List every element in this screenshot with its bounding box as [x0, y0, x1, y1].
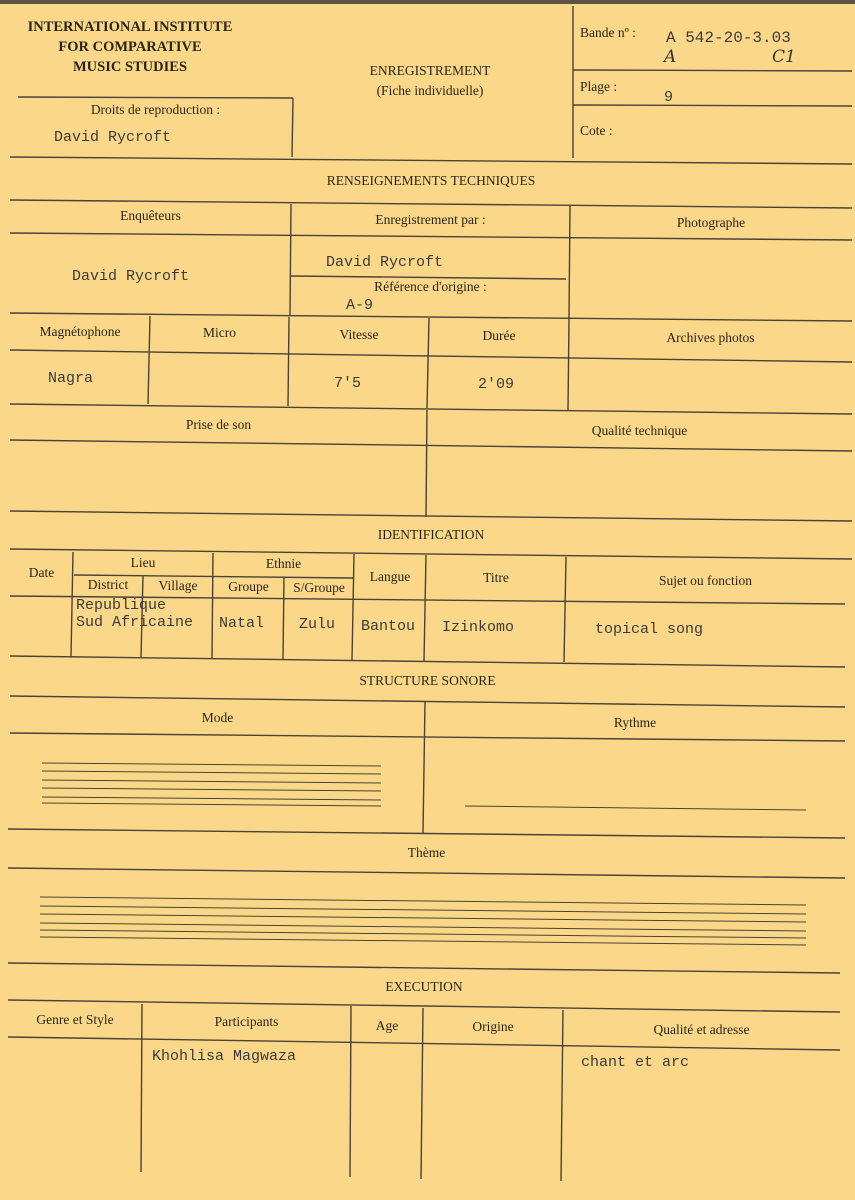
reference-label: Référence d'origine :: [374, 279, 487, 294]
qualite-technique-label: Qualité technique: [591, 423, 688, 438]
institute-name-line1: INTERNATIONAL INSTITUTE: [27, 19, 233, 35]
sujet-value: topical song: [595, 621, 704, 638]
technical-section-title: RENSEIGNEMENTS TECHNIQUES: [326, 173, 536, 188]
duree-value: 2'09: [478, 376, 515, 393]
enqueteurs-label: Enquêteurs: [120, 208, 181, 223]
district-label: District: [87, 577, 129, 592]
groupe-value: Natal: [219, 615, 265, 632]
lieu-label: Lieu: [130, 555, 156, 570]
bande-value: A 542-20-3.03: [666, 29, 791, 47]
langue-label: Langue: [369, 569, 411, 584]
enqueteurs-value: David Rycroft: [72, 268, 190, 285]
village-label: Village: [158, 578, 198, 593]
age-label: Age: [375, 1018, 399, 1033]
duree-label: Durée: [482, 328, 516, 343]
magnetophone-value: Nagra: [48, 370, 94, 387]
structure-section-title: STRUCTURE SONORE: [359, 673, 496, 688]
photographe-label: Photographe: [676, 215, 746, 230]
qualite-adresse-label: Qualité et adresse: [653, 1022, 750, 1037]
prise-de-son-label: Prise de son: [185, 417, 252, 432]
bande-label: Bande nº :: [580, 25, 636, 40]
execution-section-title: EXECUTION: [385, 979, 463, 994]
cote-label: Cote :: [580, 123, 613, 138]
identification-section-title: IDENTIFICATION: [377, 527, 485, 542]
theme-label: Thème: [407, 845, 446, 860]
form-subtitle: (Fiche individuelle): [376, 83, 484, 98]
institute-name-line2: FOR COMPARATIVE: [58, 39, 202, 55]
rights-value: David Rycroft: [54, 129, 172, 146]
genre-style-label: Genre et Style: [36, 1012, 114, 1027]
enregistrement-label: Enregistrement par :: [375, 212, 486, 227]
langue-value: Bantou: [361, 618, 416, 635]
enregistrement-value: David Rycroft: [326, 254, 444, 271]
rythme-label: Rythme: [613, 715, 657, 730]
mode-label: Mode: [201, 710, 234, 725]
form-title: ENREGISTREMENT: [369, 63, 491, 78]
date-label: Date: [28, 565, 55, 580]
sgroupe-label: S/Groupe: [293, 580, 345, 595]
vitesse-label: Vitesse: [339, 327, 379, 342]
origine-label: Origine: [472, 1019, 514, 1034]
sgroupe-value: Zulu: [299, 616, 336, 633]
groupe-label: Groupe: [228, 579, 269, 594]
lieu-value-line1: Republique: [76, 597, 167, 614]
qualite-adresse-value: chant et arc: [581, 1054, 690, 1071]
titre-value: Izinkomo: [442, 619, 515, 636]
lieu-value-line2: Sud Africaine: [76, 614, 194, 631]
plage-label: Plage :: [580, 79, 618, 94]
sujet-label: Sujet ou fonction: [659, 573, 752, 588]
ethnie-label: Ethnie: [265, 556, 302, 571]
participants-value: Khohlisa Magwaza: [152, 1048, 297, 1065]
rights-label: Droits de reproduction :: [90, 102, 221, 117]
reference-value: A-9: [346, 297, 374, 314]
magnetophone-label: Magnétophone: [39, 324, 121, 339]
participants-label: Participants: [214, 1014, 279, 1029]
titre-label: Titre: [483, 570, 509, 585]
institute-name-line3: MUSIC STUDIES: [72, 59, 188, 75]
vitesse-value: 7'5: [334, 375, 362, 392]
bande-handwritten-side: A: [664, 47, 677, 67]
plage-value: 9: [664, 89, 674, 106]
bande-handwritten-code: C1: [772, 47, 796, 67]
archives-photos-label: Archives photos: [666, 330, 755, 345]
micro-label: Micro: [203, 325, 236, 340]
